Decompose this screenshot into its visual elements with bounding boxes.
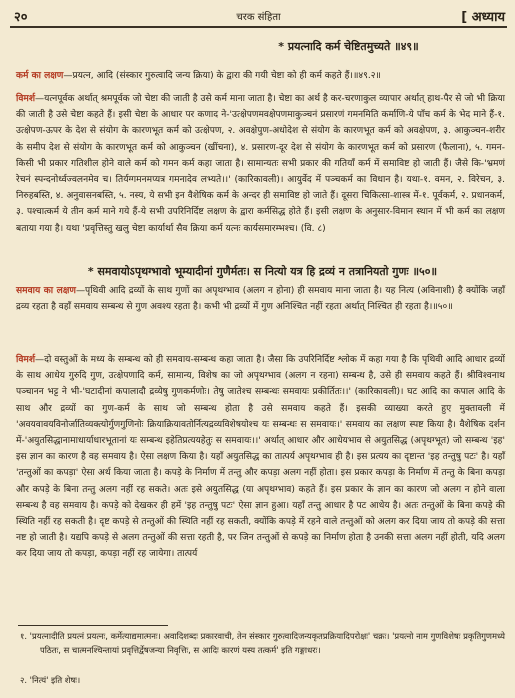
verse-reference: ॥५०॥	[432, 302, 453, 313]
footnote-divider	[18, 625, 168, 626]
commentary-samavaya	[16, 352, 505, 563]
verse-reference: ॥४९.२॥	[352, 71, 381, 81]
book-title: चरक संहिता	[236, 12, 281, 23]
page-header	[10, 6, 507, 28]
definition-heading: समवाय का लक्षण	[16, 286, 76, 296]
definition-karma	[16, 68, 505, 84]
definition-text: —पृथिवी आदि द्रव्यों के साथ गुणों का अपृथग्भाव (अलग न होना) ही समवाय माना जाता है। यह नित्य (अविनाशी) है क्योंकि जहाँ द्रव्य रहता है वहाँ समवाय सम्बन्ध से गुण अवश्य रहता है। कभी भी द्रव्यों में गुण अनिश्चित नहीं रहता अर्थात् निश्चित ही रहता है।	[16, 286, 506, 313]
definition-samavaya	[16, 283, 505, 315]
page-number: २०	[14, 10, 28, 25]
definition-heading: कर्म का लक्षण	[16, 71, 64, 81]
footnote-2: २. 'नित्यं' इति शेषः।	[20, 675, 81, 685]
commentary-heading: विमर्श	[16, 94, 36, 104]
commentary-text: —यत्नपूर्वक अर्थात् श्रमपूर्वक जो चेष्टा की जाती है उसे कर्म माना जाता है। चेष्टा का अर्थ है कर-चरणाकुल व्यापार अर्थात् हाथ-पैर से जो भी क्रिया की जाती है उसे चेष्टा कहते हैं। इसी चेष्टा के आधार पर कणाद ने-'उत्क्षेपणमवक्षेपणमाकुञ्चनं प्रसारणं गमनमिति कर्माणि-ये पाँच कर्म के भेद माने हैं-१. उत्क्षेपण-ऊपर के देश से संयोग के कारणभूत कर्म को उत्क्षेपण, २. अवक्षेपुण-अधोदेश से संयोग के कारणभूत कर्म को अवक्षेपण, ३. आकुञ्चन-शरीर के समीप देश से संयोग के कारणभूत कर्म को आकुञ्चन (खींचना), ४. प्रसारण-दूर देश से संयोग के कारणभूत कर्म को प्रसारण (फैलाना), ५. गमन-किसी भी प्रकार गतिशील होने वाले कर्म को गमन कर्म कहा जाता है। सामान्यतः सभी प्रकार की गतियाँ कर्म में समाविष्ट हो जाती हैं। जैसे कि-'भ्रमणं रेचनं स्पन्दनोर्ध्वज्वलनमेव च। तिर्यग्गमनमप्यत्र गमनादेव लभ्यते।।' (कारिकावली)। आयुर्वेद में पञ्चकर्म का विधान है। यथा-१. वमन, २. विरेचन, ३. निरुहबस्ति, ४. अनुवासनबस्ति, ५. नस्य, ये सभी इन वैशेषिक कर्म के अन्दर ही समाविष्ट हो जाते हैं। दूसरा चिकित्सा-शास्त्र में-१. पूर्वकर्म, २. प्रधानकर्म, ३. पश्चात्कर्म ये तीन कर्म माने गये हैं-ये सभी उपरिनिर्दिष्ट लक्षण के द्वारा कर्मसिद्ध होते हैं। इसी लक्षण के अनुसार-विमान स्थान में भी कर्म का लक्षण बताया गया है। यथा 'प्रवृत्तिस्तु खलु चेष्टा कार्यार्था सैव क्रिया कर्म यत्नः कार्यसमारम्भश्च। (वि. ८)	[16, 94, 505, 234]
commentary-karma	[16, 91, 505, 237]
section-label: [ अध्याय	[461, 10, 505, 25]
sanskrit-verse-50: * समवायोऽपृथग्भावो भूम्यादीनां गुणैर्मतः। स नित्यो यत्र हि द्रव्यं न तत्रानियतो गुणः ॥५०॥	[87, 265, 438, 278]
footnote-1: १. 'प्रयत्नादीति प्रयत्नं प्रयत्नः, कर्मेत्याद्यमात्मनः। अवादिशब्दः प्रकारवाची, तेन संस्कार गुरुत्वादिजन्यकृतप्रक्रियादिपरोक्षः' चक्रः। 'प्रयत्नो नाम गुणविशेषः प्रकृतिगुणमध्ये पठितः, स चात्मनश्चिन्तायां प्रवृत्तिर्द्वेषजन्या निवृत्तिः, स आदिः कारणं यस्य तत्कर्म' इति गङ्गाधरः।	[20, 631, 506, 655]
sanskrit-verse-49: * प्रयत्नादि कर्म चेष्टितमुच्यते ॥४९॥	[278, 40, 419, 53]
commentary-text: —दो वस्तुओं के मध्य के सम्बन्ध को ही समवाय-सम्बन्ध कहा जाता है। जैसा कि उपरिनिर्दिष्ट श्लोक में कहा गया है कि पृथिवी आदि आधार द्रव्यों के साथ आधेय गुरुदि गुण, उत्क्षेपणादि कर्म, सामान्य, विशेष का जो अपृथग्भाव (अलग न रहना) सम्बन्ध है, उसे ही समवाय कहते हैं। श्रीविश्वनाथ पञ्चानन भट्ट ने भी-'घटादीनां कपालादौ द्रव्येषु गुणकर्मणोः। तेषु जातेश्च सम्बन्धः समवायः प्रकीर्तितः।।' (कारिकावली)। घट आदि का कपाल आदि के साथ और द्रव्यों का गुण-कर्म के साथ जो सम्बन्ध होता है उसे समवाय कहते हैं। इसकी व्याख्या करते हुए मुक्तावली में 'अवयवावयविनोर्जातिव्यक्त्योर्गुणगुणिनोः क्रियाक्रियावतोर्नित्यद्रव्यविशेषयोश्च यः सम्बन्धः स समवायः।' समवाय का लक्षण स्पष्ट किया है। वैशेषिक दर्शन में-'अयुतसिद्धानामाधार्याधारभूतानां यः सम्बन्ध इहेतिप्रत्ययहेतुः स समवायः।।' अर्थात् आधार और आधेयभाव से अयुतसिद्ध (अपृथग्भूत) जो सम्बन्ध 'इह' इस ज्ञान का कारण है वह समवाय है। ऐसा लक्षण किया है। यहाँ अयुतसिद्ध का तात्पर्य अपृथग्भाव ही है। इस प्रत्यय का दृष्टान्त 'इह तन्तुषु पटः' है। यहाँ 'तन्तुओं का कपड़ा' ऐसा अर्थ किया जाता है। कपड़े के निर्माण में तन्तु और कपड़ा अलग नहीं होता। इस प्रकार कपड़ा के निर्माण में तन्तु के बिना कपड़ा और कपड़े के बिना तन्तु अलग नहीं रह सकते। अतः इसे अयुतसिद्ध (या अपृथग्भाव) कहते हैं। इस प्रकार के ज्ञान का कारण जो अलग न होने वाला सम्बन्ध है वह समवाय है। कपड़े को देखकर ही हमें 'इह तन्तुषु पटः' ऐसा ज्ञान हुआ। यहाँ तन्तु आधार है पट आधेय है। अतः तन्तुओं के बिना कपड़े की स्थिति नहीं रह सकती है। दृष्ट कपड़े से तन्तुओं की स्थिति नहीं रह सकती, क्योंकि कपड़े में रहने वाले तन्तुओं को अलग कर दिया जाय तो कपड़े की सत्ता नष्ट हो जाती है। यद्यपि कपड़े से अलग तन्तुओं की सत्ता रहती है, पर जिन तन्तुओं से कपड़े का निर्माण होता है उनकी सत्ता अलग नहीं होती, यदि अलग कर दिया जाय तो कपड़ा, कपड़ा नहीं रह जायेगा। तात्पर्य	[16, 355, 506, 560]
definition-text: —प्रयत्न, आदि (संस्कार गुरुत्वादि जन्य क्रिया) के द्वारा की गयी चेष्टा को ही कर्म कहते हैं।	[63, 71, 353, 81]
commentary-heading: विमर्श	[16, 355, 36, 365]
